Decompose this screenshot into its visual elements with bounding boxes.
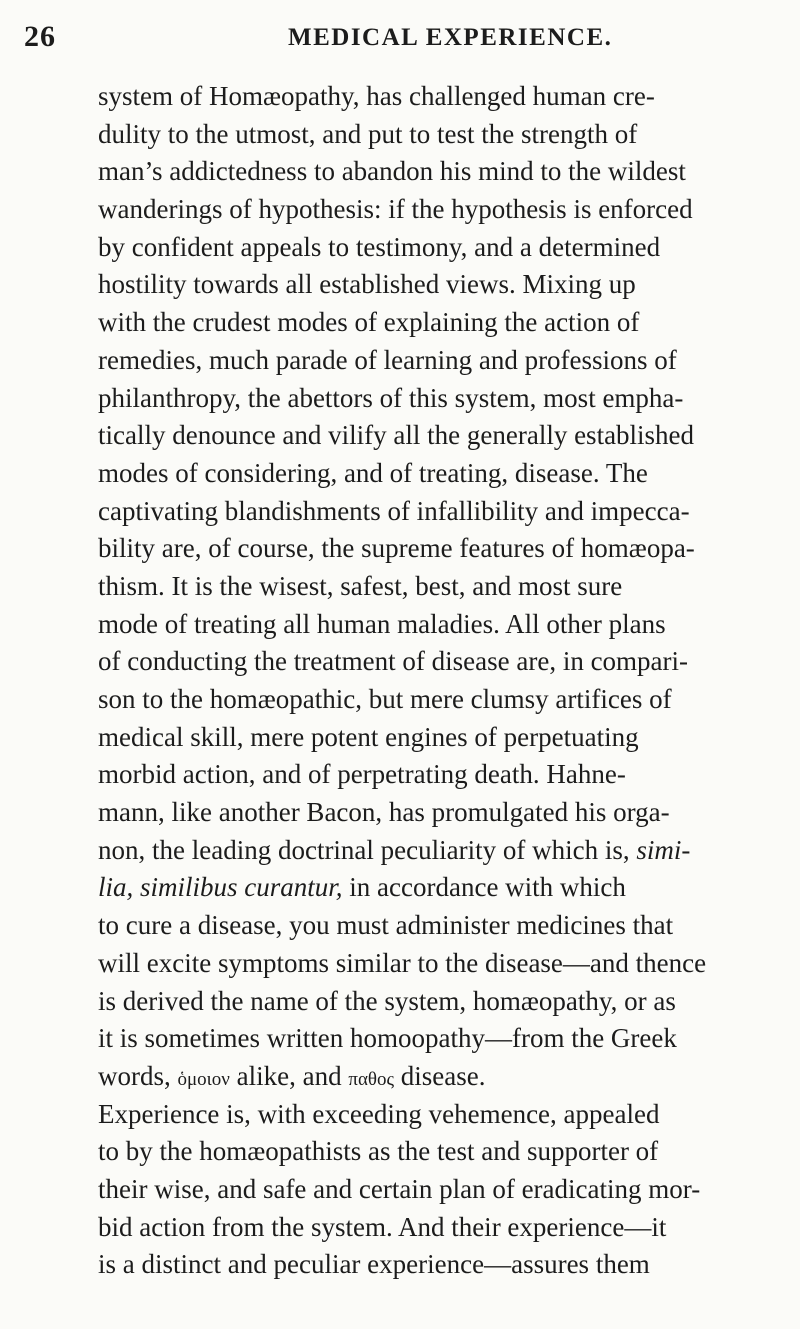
text-line: philanthropy, the abettors of this system, most empha- <box>98 382 684 413</box>
text-line: bility are, of course, the supreme features of homæopa- <box>98 533 695 564</box>
text-line <box>98 832 798 870</box>
text-line: modes of considering, and of treating, disease. The <box>98 457 648 488</box>
text-line: their wise, and safe and certain plan of eradicating mor- <box>98 1173 701 1204</box>
text-line: of conducting the treatment of disease are, in compari- <box>98 646 689 677</box>
greek-word: ὁμοιον <box>177 1068 230 1090</box>
text-line <box>98 869 798 907</box>
text-line: is a distinct and peculiar experience—assures them <box>98 1249 650 1280</box>
text-run: alike, and <box>229 1060 349 1091</box>
running-head <box>24 20 764 60</box>
text-line <box>98 1058 798 1096</box>
text-run: in accordance with which <box>342 872 626 903</box>
text-run: non, the leading doctrinal peculiarity of which is, <box>98 834 637 865</box>
text-line: Experience is, with exceeding vehemence, appealed <box>98 1098 660 1129</box>
text-line: bid action from the system. And their experience—it <box>98 1211 667 1242</box>
running-title: MEDICAL EXPERIENCE. <box>288 24 613 51</box>
text-line: man’s addictedness to abandon his mind to the wildest <box>98 156 686 187</box>
text-line: to cure a disease, you must administer medicines that <box>98 910 674 941</box>
text-line: tically denounce and vilify all the generally established <box>98 420 695 451</box>
text-run: disease. <box>394 1060 486 1091</box>
text-line: mann, like another Bacon, has promulgated his orga- <box>98 797 670 828</box>
text-line: son to the homæopathic, but mere clumsy artifices of <box>98 684 672 714</box>
text-line: will excite symptoms similar to the disease—and thence <box>98 947 707 978</box>
text-line: dulity to the utmost, and put to test the strength of <box>98 118 638 149</box>
text-line: to by the homæopathists as the test and supporter of <box>98 1136 659 1167</box>
text-line: wanderings of hypothesis: if the hypothesis is enforced <box>98 194 693 225</box>
text-run: words, <box>98 1060 178 1091</box>
text-line: system of Homæopathy, has challenged human cre- <box>98 81 655 111</box>
text-line: remedies, much parade of learning and professions of <box>98 344 677 375</box>
body-text <box>98 78 798 1284</box>
text-line: morbid action, and of perpetrating death. Hahne- <box>98 759 626 790</box>
text-line: thism. It is the wisest, safest, best, and most sure <box>98 570 623 601</box>
text-line: is derived the name of the system, homæopathy, or as <box>98 985 676 1016</box>
latin-phrase: lia, similibus curantur, <box>98 872 343 903</box>
text-line: mode of treating all human maladies. All other plans <box>98 608 666 639</box>
text-line: captivating blandishments of infallibility and impecca- <box>98 495 690 526</box>
greek-word: παθος <box>348 1068 395 1090</box>
latin-phrase: simi- <box>636 834 691 865</box>
text-line: hostility towards all established views. Mixing up <box>98 269 636 300</box>
text-line: by confident appeals to testimony, and a determined <box>98 231 661 262</box>
text-line: it is sometimes written homoopathy—from the Greek <box>98 1023 677 1054</box>
text-line: with the crudest modes of explaining the action of <box>98 307 640 338</box>
text-line: medical skill, mere potent engines of perpetuating <box>98 721 639 752</box>
page-number: 26 <box>24 20 56 53</box>
